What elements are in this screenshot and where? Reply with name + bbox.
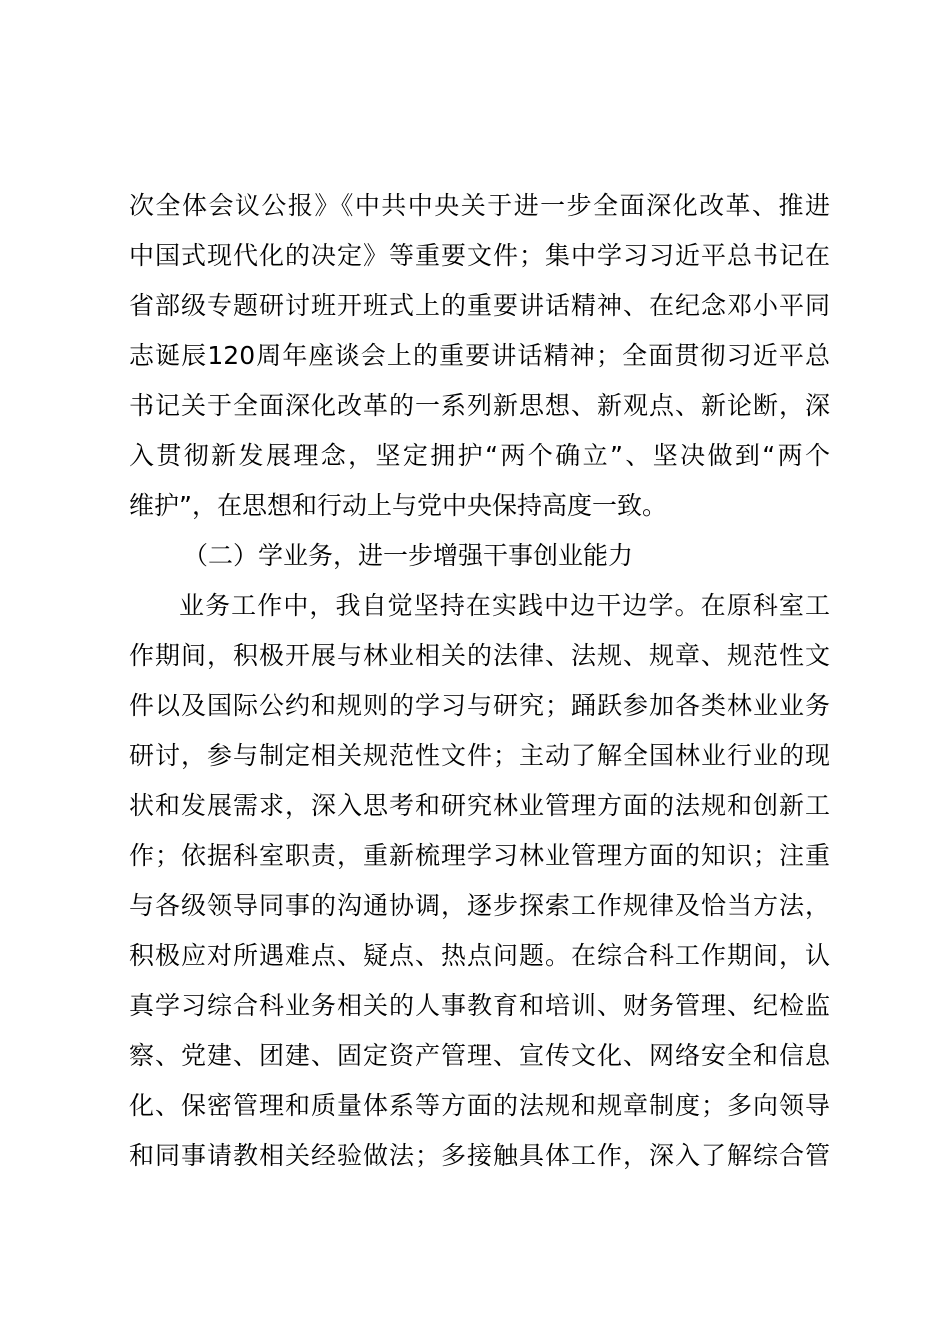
text-line: 状和发展需求，深入思考和研究林业管理方面的法规和创新工 [129, 791, 830, 820]
text-line: 件以及国际公约和规则的学习与研究；踊跃参加各类林业业务 [129, 691, 830, 720]
text-line: 和同事请教相关经验做法；多接触具体工作，深入了解综合管 [129, 1141, 830, 1170]
text-line: 与各级领导同事的沟通协调，逐步探索工作规律及恰当方法， [129, 891, 830, 920]
text-line: 志诞辰120周年座谈会上的重要讲话精神；全面贯彻习近平总 [129, 341, 830, 370]
text-line: 业务工作中，我自觉坚持在实践中边干边学。在原科室工 [179, 591, 830, 620]
text-line: 化、保密管理和质量体系等方面的法规和规章制度；多向领导 [129, 1091, 830, 1120]
text-line: 次全体会议公报》《中共中央关于进一步全面深化改革、推进 [129, 191, 830, 220]
text-line: 中国式现代化的决定》等重要文件；集中学习习近平总书记在 [129, 241, 830, 270]
text-line: 作；依据科室职责，重新梳理学习林业管理方面的知识；注重 [129, 841, 830, 870]
text-line: 书记关于全面深化改革的一系列新思想、新观点、新论断，深 [129, 391, 830, 420]
text-line: 维护”，在思想和行动上与党中央保持高度一致。 [129, 491, 667, 520]
text-line: 省部级专题研讨班开班式上的重要讲话精神、在纪念邓小平同 [129, 291, 830, 320]
text-line: 作期间，积极开展与林业相关的法律、法规、规章、规范性文 [129, 641, 830, 670]
section-heading: （二）学业务，进一步增强干事创业能力 [183, 541, 634, 570]
text-line: 积极应对所遇难点、疑点、热点问题。在综合科工作期间，认 [129, 941, 830, 970]
text-line: 研讨，参与制定相关规范性文件；主动了解全国林业行业的现 [129, 741, 830, 770]
text-line: 察、党建、团建、固定资产管理、宣传文化、网络安全和信息 [129, 1041, 830, 1070]
text-line: 真学习综合科业务相关的人事教育和培训、财务管理、纪检监 [129, 991, 830, 1020]
text-line: 入贯彻新发展理念，坚定拥护“两个确立”、坚决做到“两个 [129, 441, 830, 470]
